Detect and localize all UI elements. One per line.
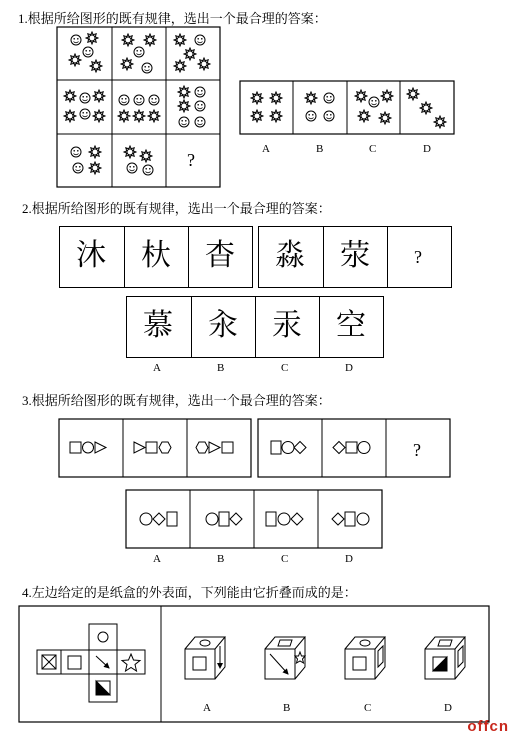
- q2-question-mark: ?: [414, 247, 422, 267]
- q1-label-c[interactable]: C: [369, 143, 377, 155]
- q1-cell-2-2: [118, 95, 160, 122]
- q3-option-b: [206, 512, 242, 526]
- q4-cube-a: [185, 637, 225, 679]
- q3-stem-cell-1: [70, 442, 106, 453]
- q1-option-c: [355, 90, 393, 124]
- question-4-title: 4.左边给定的是纸盒的外表面，下列能由它折叠而成的是：: [22, 585, 357, 600]
- q4-figure: [0, 604, 519, 734]
- q2-label-d[interactable]: D: [345, 362, 353, 374]
- q3-option-c: [266, 512, 303, 526]
- q1-figure: [0, 0, 519, 200]
- q1-label-d[interactable]: D: [423, 143, 431, 155]
- q2-option-char: 汞: [272, 308, 302, 343]
- question-2-title: 2.根据所给图形的既有规律，选出一个最合理的答案：: [22, 201, 331, 216]
- q1-cell-1-3: [174, 34, 210, 72]
- q2-option-d[interactable]: [319, 297, 383, 357]
- q4-label-a[interactable]: A: [203, 702, 211, 714]
- q1-option-a: [251, 92, 282, 122]
- q3-stem-cell-3: [196, 442, 233, 453]
- q4-cube-c: [345, 637, 385, 679]
- q2-label-c[interactable]: C: [281, 362, 289, 374]
- q1-options: [240, 81, 454, 134]
- q1-cell-3-1: [71, 146, 101, 174]
- q4-label-d[interactable]: D: [444, 702, 452, 714]
- q2-label-a[interactable]: A: [153, 362, 161, 374]
- q2-stem-group-2: [258, 226, 452, 288]
- q2-stem-char: 杕: [141, 238, 171, 273]
- q2-option-char: 慕: [143, 308, 173, 343]
- q3-label-a[interactable]: A: [153, 553, 161, 565]
- q2-stem-cell-5: [323, 227, 387, 287]
- q2-stem-char: 淼: [275, 238, 305, 273]
- q2-option-b[interactable]: [191, 297, 255, 357]
- q1-cell-2-1: [64, 90, 105, 122]
- q3-label-b[interactable]: B: [217, 553, 225, 565]
- q3-figure: [0, 415, 519, 595]
- q2-stem-char: 荥: [340, 238, 370, 273]
- q2-stem-cell-1: [60, 227, 124, 287]
- q2-option-c[interactable]: [255, 297, 319, 357]
- q2-option-char: 空: [336, 308, 366, 343]
- q1-option-d: [407, 88, 446, 128]
- q1-label-b[interactable]: B: [316, 143, 324, 155]
- q1-cell-3-2: [124, 146, 153, 175]
- q2-label-b[interactable]: B: [217, 362, 225, 374]
- q3-label-c[interactable]: C: [281, 553, 289, 565]
- q2-stem-char: 杳: [205, 238, 235, 273]
- q1-option-b: [305, 92, 334, 121]
- q2-stem-char: 沐: [76, 238, 106, 273]
- question-3-title: 3.根据所给图形的既有规律，选出一个最合理的答案：: [22, 393, 331, 408]
- watermark-logo: offcn: [467, 718, 509, 735]
- q3-stem-cell-2: [134, 442, 171, 453]
- q3-label-d[interactable]: D: [345, 553, 353, 565]
- q3-option-a: [140, 512, 177, 526]
- q2-stem-group-1: [59, 226, 253, 288]
- question-1-title: 1.根据所给图形的既有规律，选出一个最合理的答案：: [18, 11, 327, 26]
- q4-net: [37, 624, 145, 702]
- q1-cell-1-1: [69, 32, 102, 72]
- q4-label-b[interactable]: B: [283, 702, 291, 714]
- q2-option-char: 汆: [208, 308, 238, 343]
- q1-question-mark: ?: [187, 150, 195, 170]
- q2-options: [126, 296, 384, 358]
- q3-stem-cell-5: [333, 442, 370, 454]
- q3-stem-cell-4: [271, 441, 306, 454]
- q4-label-c[interactable]: C: [364, 702, 372, 714]
- q2-stem-cell-4: [259, 227, 323, 287]
- q4-cube-d: [425, 637, 465, 679]
- q1-cell-1-2: [121, 34, 156, 73]
- q2-stem-cell-2: [124, 227, 188, 287]
- q2-option-a[interactable]: [127, 297, 191, 357]
- q2-stem-cell-6: [387, 227, 451, 287]
- q4-cube-b: [265, 637, 305, 679]
- q3-option-d: [332, 512, 369, 526]
- q3-question-mark: ?: [413, 440, 421, 460]
- q1-cell-2-3: [178, 86, 205, 127]
- q2-stem-cell-3: [188, 227, 252, 287]
- q1-label-a[interactable]: A: [262, 143, 270, 155]
